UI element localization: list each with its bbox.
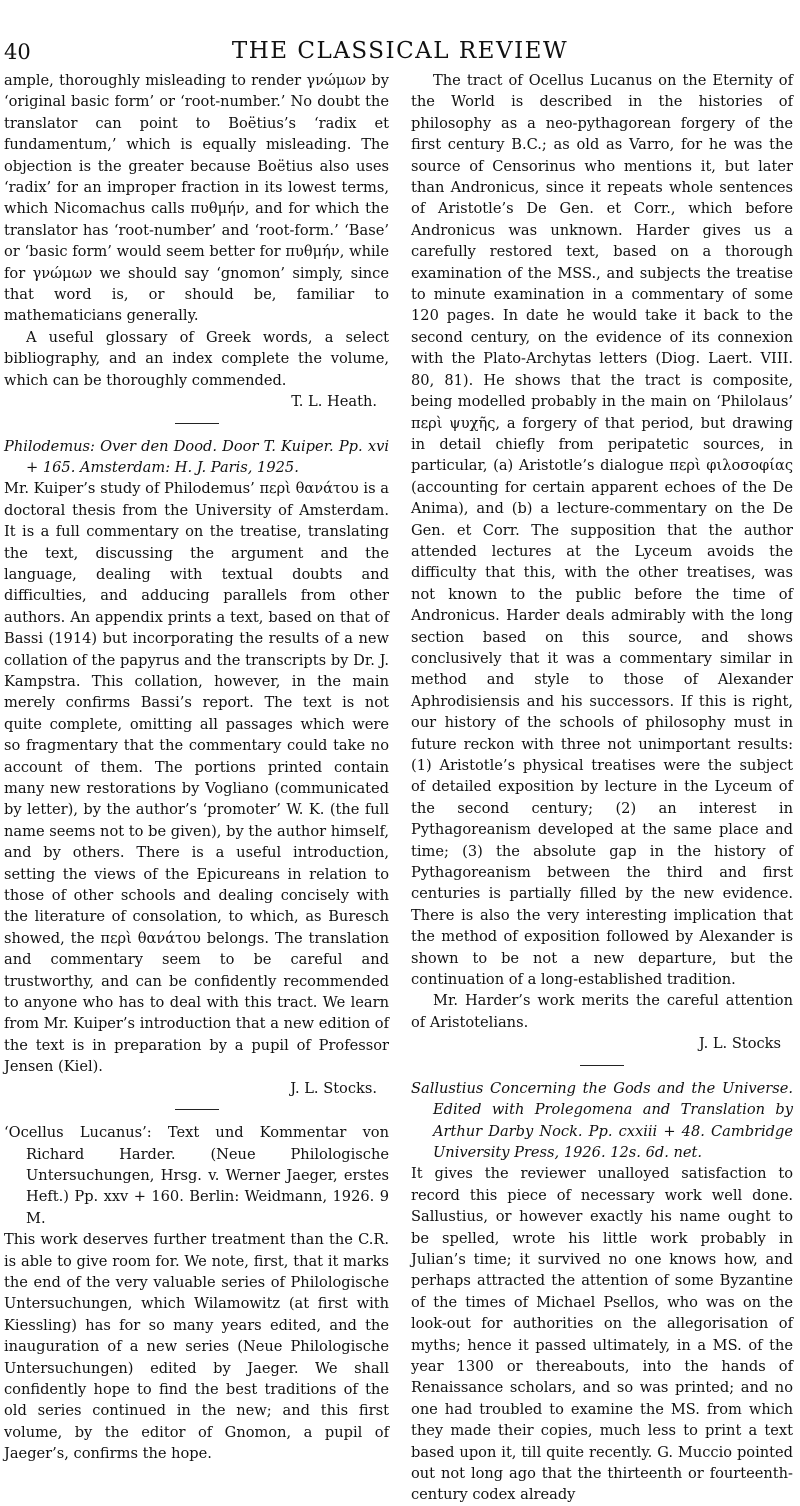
- review-body: It gives the reviewer unalloyed satisfaction to record this piece of necessary work well done. Sallustius, or however exactly his name ought to be spelled, wrote his little work probably in Julian’s time; it survived no one knows how, and perhaps attracted the attention of some Byzantine of the times of Michael Psellos, who was on the look-out for authorities on the allegorisation of myths; hence it passed ultimately, in a MS. of the year 1300 or thereabouts, into the hands of Renaissance scholars, and so was printed; and no one had troubled to examine the MS. from which they made their copies, much less to print a text based upon it, till quite recently. G. Muccio pointed out not long ago that the thirteenth or fourteenth-century codex already: [411, 1165, 793, 1504]
- review-heading: Sallustius Concerning the Gods and the Universe. Edited with Prolegomena and Translation by Arthur Darby Nock. Pp. cxxiii + 48. Cambridge University Press, 1926. 12s. 6d. net.: [411, 1079, 793, 1161]
- running-title: THE CLASSICAL REVIEW: [231, 38, 569, 64]
- signature: J. L. Stocks: [698, 1035, 781, 1053]
- right-column: [411, 70, 793, 1506]
- signature: J. L. Stocks.: [290, 1079, 377, 1097]
- section-divider: [175, 423, 219, 424]
- signature: T. L. Heath.: [291, 393, 377, 411]
- left-column: [4, 70, 389, 1465]
- paragraph: A useful glossary of Greek words, a select bibliography, and an index complete the volume, which can be thoroughly commended.: [4, 328, 389, 389]
- paragraph: ample, thoroughly misleading to render γνώμων by ‘original basic form’ or ‘root-number.’ No doubt the translator can point to Boëtius’s ‘radix et fundamentum,’ which is equally misleading. The objection is the greater because Boëtius also uses ‘radix’ for an improper fraction in its lowest terms, which Nicomachus calls πυθμήν, and for which the translator has ‘root-number’ and ‘root-form.’ ‘Base’ or ‘basic form’ would seem better for πυθμήν, while for γνώμων we should say ‘gnomon’ simply, since that word is, or should be, familiar to mathematicians generally.: [4, 72, 389, 325]
- review-body: This work deserves further treatment than the C.R. is able to give room for. We note, first, that it marks the end of the very valuable series of Philologische Untersuchungen, which Wilamowitz (at first with Kiessling) has for so many years edited, and the inauguration of a new series (Neue Philologische Untersuchungen) edited by Jaeger. We shall confidently hope to find the best traditions of the old series continued in the new; and this first volume, by the editor of Gnomon, a pupil of Jaeger’s, confirms the hope.: [4, 1231, 389, 1463]
- review-body: Mr. Kuiper’s study of Philodemus’ περὶ θανάτου is a doctoral thesis from the University of Amsterdam. It is a full commentary on the treatise, translating the text, discussing the argument and the language, dealing with textual doubts and difficulties, and adducing parallels from other authors. An appendix prints a text, based on that of Bassi (1914) but incorporating the results of a new collation of the papyrus and the transcripts by Dr. J. Kampstra. This collation, however, in the main merely confirms Bassi’s report. The text is not quite complete, omitting all passages which were so fragmentary that the commentary could take no account of them. The portions printed contain many new restorations by Vogliano (communicated by letter), by the author’s ‘promoter’ W. K. (the full name seems not to be given), by the author himself, and by others. There is a useful introduction, setting the views of the Epicureans in relation to those of other schools and dealing concisely with the literature of consolation, to which, as Buresch showed, the περὶ θανάτου belongs. The translation and commentary seem to be careful and trustworthy, and can be confidently recommended to anyone who has to deal with this tract. We learn from Mr. Kuiper’s introduction that a new edition of the text is in preparation by a pupil of Professor Jensen (Kiel).: [4, 480, 389, 1076]
- section-divider: [175, 1109, 219, 1110]
- review-heading: ‘Ocellus Lucanus’: Text und Kommentar von Richard Harder. (Neue Philologische Untersuchungen, Hrsg. v. Werner Jaeger, erstes Heft.) Pp. xxv + 160. Berlin: Weidmann, 1926. 9 M.: [4, 1124, 389, 1227]
- section-divider: [580, 1065, 624, 1066]
- paragraph: The tract of Ocellus Lucanus on the Eternity of the World is described in the histories of philosophy as a neo-pythagorean forgery of the first century B.C.; as old as Varro, for he was the source of Censorinus who mentions it, but later than Andronicus, since it repeats whole sentences of Aristotle’s De Gen. et Corr., which before Andronicus was unknown. Harder gives us a carefully restored text, based on a thorough examination of the MSS., and subjects the treatise to minute examination in a commentary of some 120 pages. In date he would take it back to the second century, on the evidence of its connexion with the Plato-Archytas letters (Diog. Laert. VIII. 80, 81). He shows that the tract is composite, being modelled probably in the main on ‘Philolaus’ περὶ ψυχῆς, a forgery of that period, but drawing in detail chiefly from peripatetic sources, in particular, (a) Aristotle’s dialogue περὶ φιλοσοφίας (accounting for certain apparent echoes of the De Anima), and (b) a lecture-commentary on the De Gen. et Corr. The supposition that the author attended lectures at the Lyceum avoids the difficulty that this, with the other treatises, was not known to the public before the time of Andronicus. Harder deals admirably with the long section based on this source, and shows conclusively that it was a commentary similar in method and style to those of Alexander Aphrodisiensis and his successors. If this is right, our history of the schools of philosophy must in future reckon with three not unimportant results: (1) Aristotle’s physical treatises were the subject of detailed exposition by lecture in the Lyceum of the second century; (2) an interest in Pythagoreanism developed at the same place and time; (3) the absolute gap in the history of Pythagoreanism between the third and first centuries is partially filled by the new evidence. There is also the very interesting implication that the method of exposition followed by Alexander is shown to be not a new departure, but the continuation of a long-established tradition.: [411, 72, 793, 989]
- page-number: 40: [4, 40, 31, 64]
- page-header: [0, 36, 800, 66]
- paragraph: Mr. Harder’s work merits the careful attention of Aristotelians.: [411, 992, 793, 1031]
- review-heading: Philodemus: Over den Dood. Door T. Kuiper. Pp. xvi + 165. Amsterdam: H. J. Paris, 1925.: [4, 437, 389, 476]
